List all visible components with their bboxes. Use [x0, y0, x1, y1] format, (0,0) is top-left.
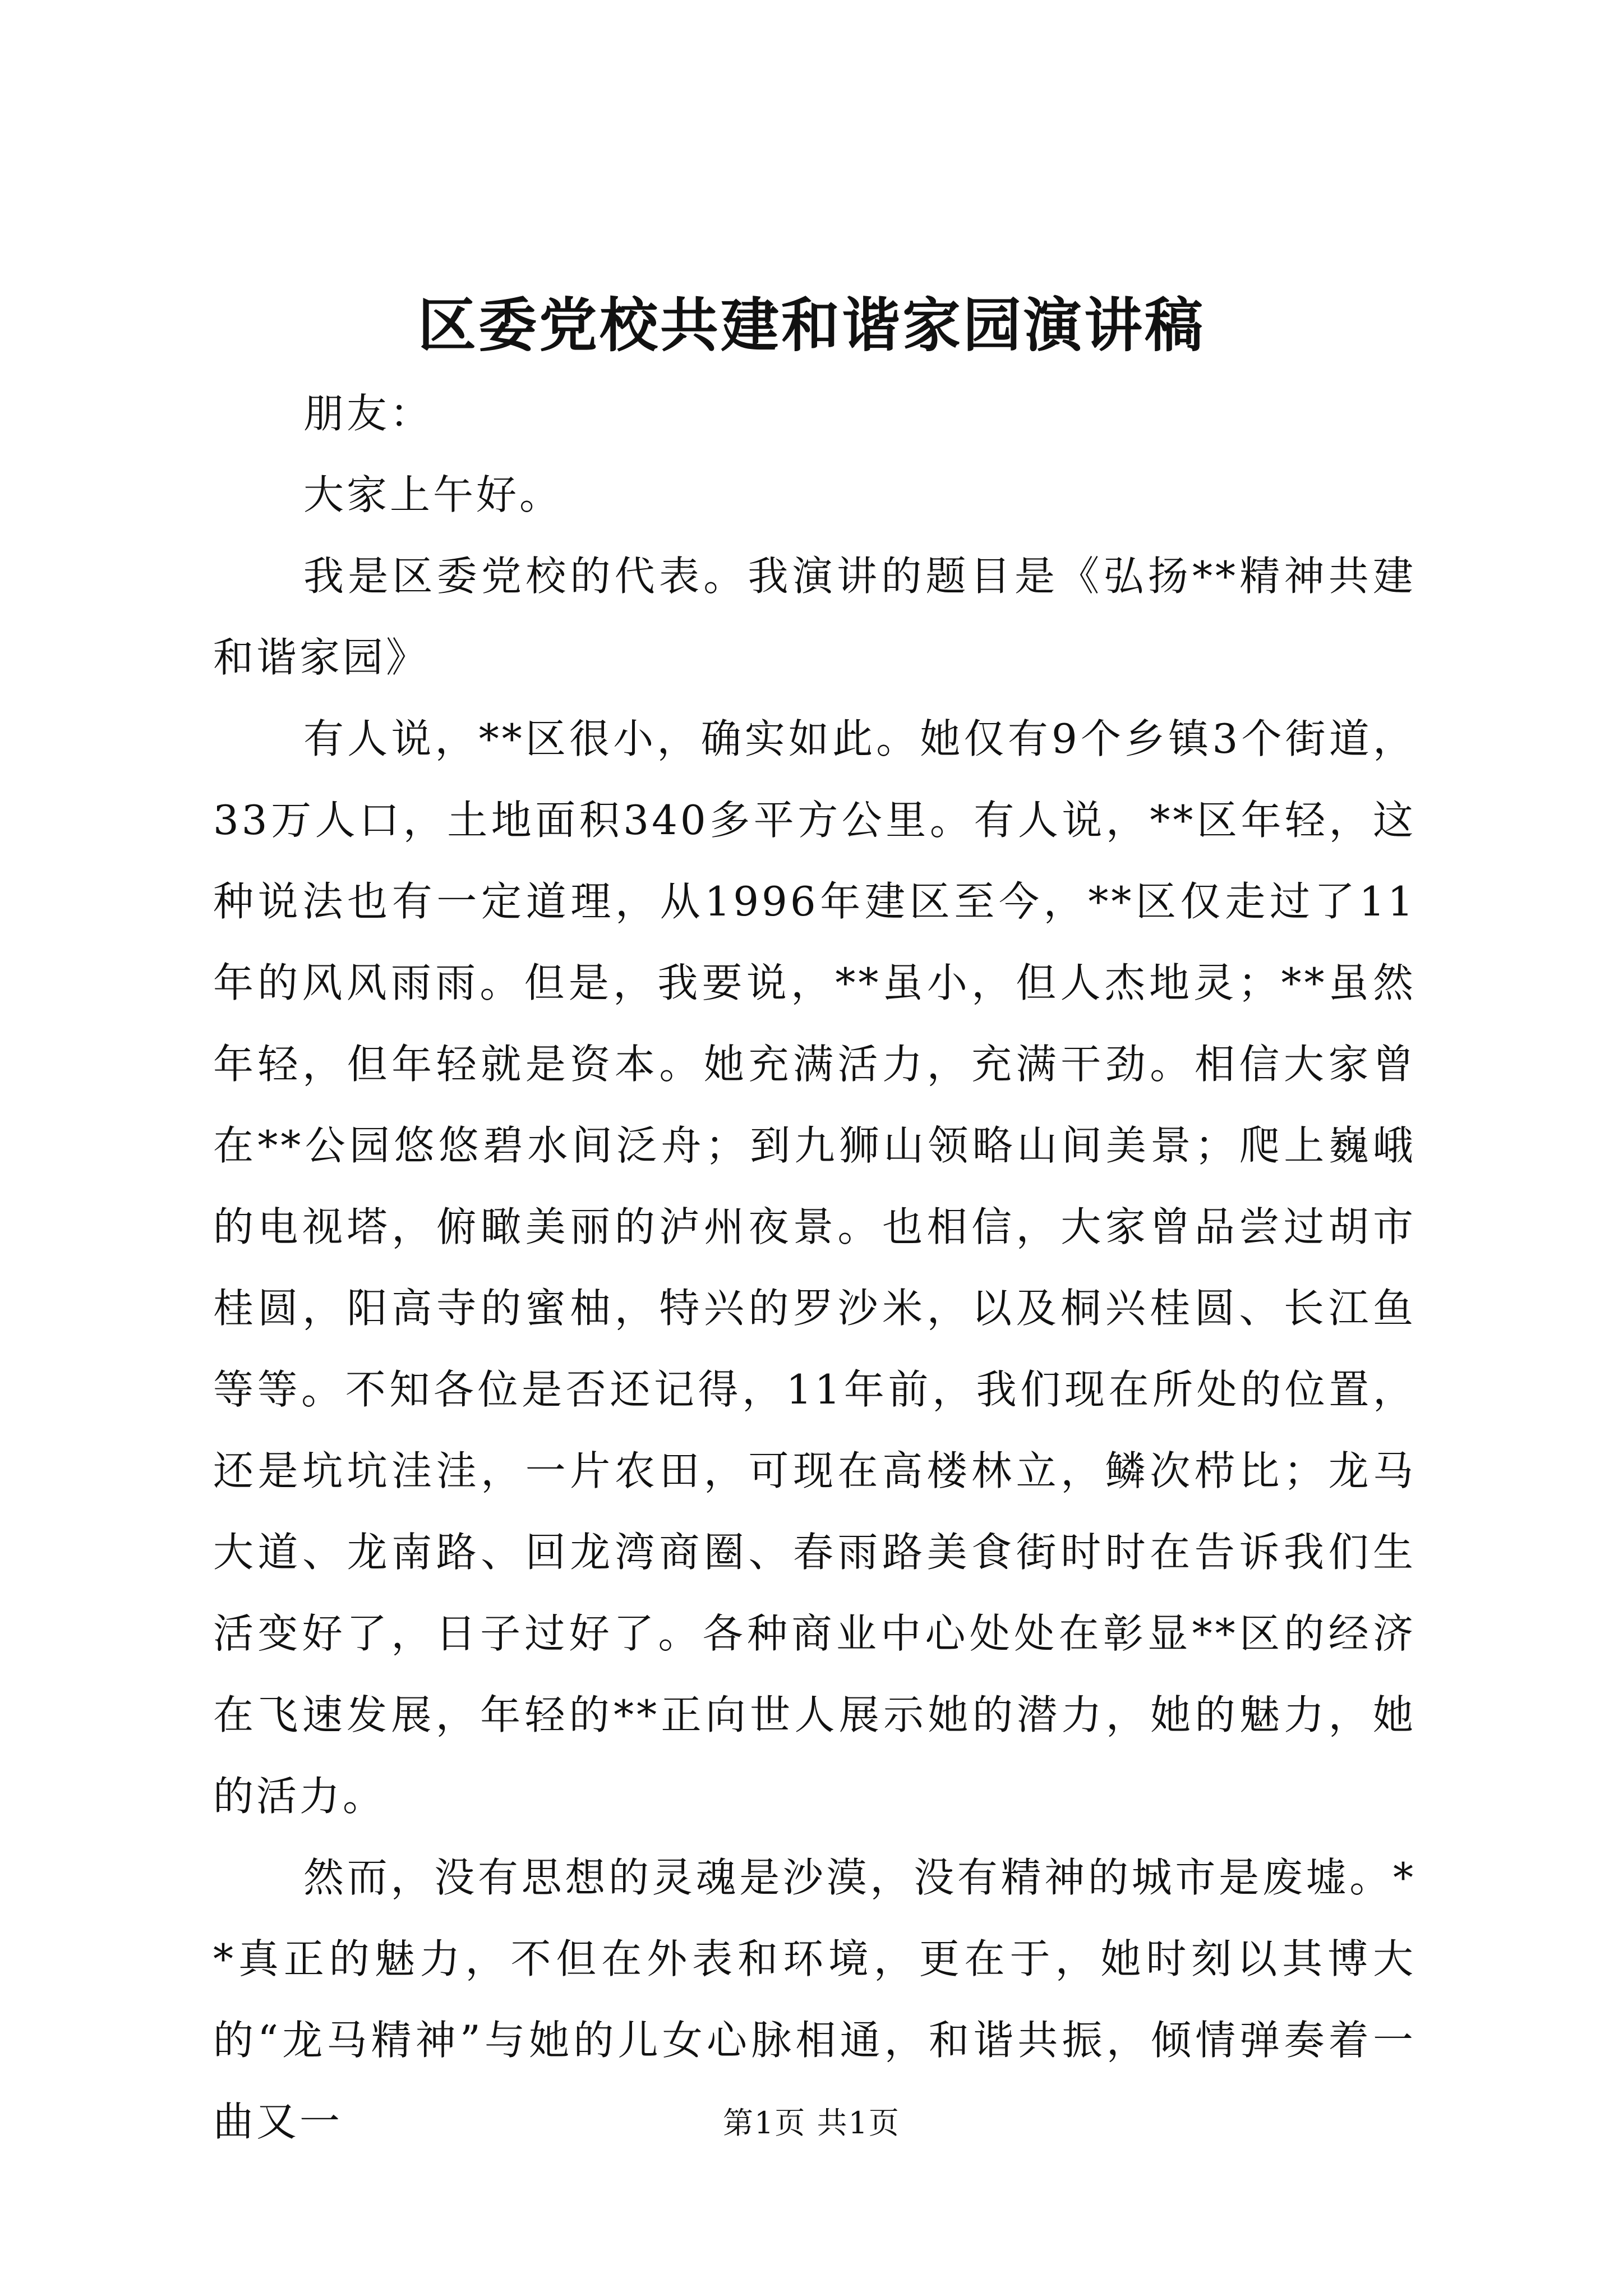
body-paragraph: 有人说，**区很小，确实如此。她仅有9个乡镇3个街道，33万人口，土地面积340多平方公里。有人说，**区年轻，这种说法也有一定道理，从1996年建区至今，**区仅走过了11年的风风雨雨。但是，我要说，**虽小，但人杰地灵；**虽然年轻，但年轻就是资本。她充满活力，充满干劲。相信大家曾在**公园悠悠碧水间泛舟；到九狮山领略山间美景；爬上巍峨的电视塔，俯瞰美丽的泸州夜景。也相信，大家曾品尝过胡市桂圆，阳高寺的蜜柚，特兴的罗沙米，以及桐兴桂圆、长江鱼等等。不知各位是否还记得，11年前，我们现在所处的位置，还是坑坑洼洼，一片农田，可现在高楼林立，鳞次栉比；龙马大道、龙南路、回龙湾商圈、春雨路美食街时时在告诉我们生活变好了，日子过好了。各种商业中心处处在彰显**区的经济在飞速发展，年轻的**正向世人展示她的潜力，她的魅力，她的活力。 [213, 715, 1416, 1820]
introduction-paragraph: 我是区委党校的代表。我演讲的题目是《弘扬**精神共建和谐家园》 [213, 553, 1416, 681]
document-body [213, 373, 1416, 2162]
page-footer: 第1页 共1页 [723, 2105, 900, 2141]
salutation-paragraph: 朋友： [303, 390, 434, 437]
greeting-paragraph: 大家上午好。 [303, 471, 563, 518]
document-title: 区委党校共建和谐家园演讲稿 [417, 291, 1205, 360]
body-paragraph: 然而，没有思想的灵魂是沙漠，没有精神的城市是废墟。**真正的魅力，不但在外表和环境，更在于，她时刻以其博大的“龙马精神”与她的儿女心脉相通，和谐共振，倾情弹奏着一曲又一 [213, 1854, 1416, 2145]
